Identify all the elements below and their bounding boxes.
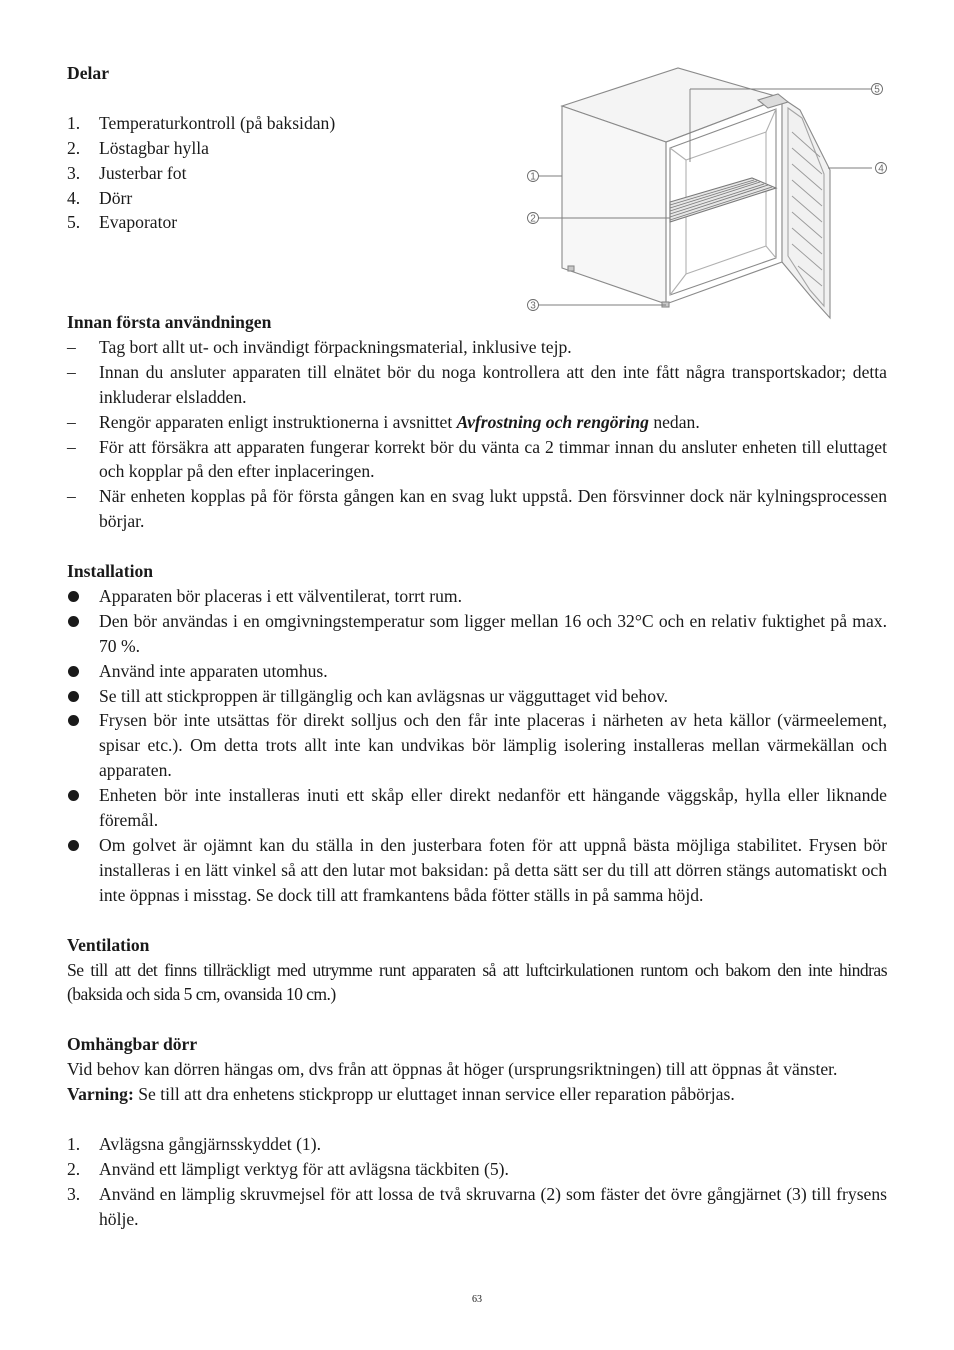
list-item bbox=[67, 484, 887, 534]
list-text: Innan du ansluter apparaten till elnätet bör du noga kontrollera att den inte fått några transportskador; detta inkluderar elsladden. bbox=[99, 361, 887, 407]
page-number: 63 bbox=[472, 1294, 482, 1305]
list-item bbox=[67, 1182, 887, 1232]
list-text: Enheten bör inte installeras inuti ett skåp eller direkt nedanför ett hängande väggskåp, hylla eller liknande föremål. bbox=[99, 785, 887, 831]
list-text-post: nedan. bbox=[648, 411, 700, 432]
list-text: Dörr bbox=[99, 187, 133, 208]
list-item bbox=[67, 1157, 887, 1182]
warning-text: Se till att dra enhetens stickpropp ur eluttaget innan service eller reparation påbörjas. bbox=[133, 1084, 735, 1105]
list-item bbox=[67, 833, 887, 908]
callout-label: 2 bbox=[530, 213, 536, 225]
list-text-pre: Rengör apparaten enligt instruktionerna i avsnittet bbox=[99, 411, 457, 432]
callout-label: 3 bbox=[530, 300, 536, 312]
dash-marker: – bbox=[67, 411, 76, 432]
list-item bbox=[67, 684, 887, 709]
bullet-marker bbox=[67, 584, 99, 609]
list-text: Använd inte apparaten utomhus. bbox=[99, 660, 328, 681]
reversible-door-text: Vid behov kan dörren hängas om, dvs från att öppnas åt höger (ursprungsriktningen) till att öppnas åt vänster. bbox=[67, 1059, 838, 1080]
list-text: Apparaten bör placeras i ett välventilerat, torrt rum. bbox=[99, 585, 462, 606]
list-text: Se till att stickproppen är tillgänglig och kan avlägsnas ur vägguttaget vid behov. bbox=[99, 685, 669, 706]
list-item bbox=[67, 708, 887, 783]
bullet-marker bbox=[67, 708, 99, 783]
list-item bbox=[67, 659, 887, 684]
dash-marker: – bbox=[67, 436, 76, 457]
list-number: 3. bbox=[67, 1183, 81, 1204]
list-text: Använd en lämplig skruvmejsel för att lossa de två skruvarna (2) som fäster det övre gångjärnet (3) till frysens hölje. bbox=[99, 1183, 887, 1229]
dash-marker: – bbox=[67, 361, 76, 382]
list-text: Evaporator bbox=[99, 212, 178, 233]
list-text: Frysen bör inte utsättas för direkt solljus och den får inte placeras i närheten av heta källor (värmeelement, spisar etc.). Om detta trots allt inte kan undvikas bör lämplig isolering installeras mellan värmekällan och apparaten. bbox=[99, 710, 887, 781]
list-number: 2. bbox=[67, 137, 81, 158]
callout-label: 5 bbox=[874, 84, 880, 96]
list-text bbox=[99, 410, 887, 435]
list-text: När enheten kopplas på för första gången kan en svag lukt uppstå. Den försvinner dock när kylningsprocessen börjar. bbox=[99, 486, 887, 532]
installation-heading: Installation bbox=[67, 561, 154, 582]
list-item bbox=[67, 335, 887, 360]
callout-label: 4 bbox=[878, 163, 884, 175]
bullet-marker bbox=[67, 783, 99, 833]
section-reference: Avfrostning och rengöring bbox=[456, 411, 649, 432]
list-text: Den bör användas i en omgivningstemperatur som ligger mellan 16 och 32°C och en relativ fuktighet på max. 70 %. bbox=[99, 610, 887, 656]
callout-label: 1 bbox=[530, 171, 536, 183]
bullet-marker bbox=[67, 833, 99, 908]
ventilation-text: Se till att det finns tillräckligt med utrymme runt apparaten så att luftcirkulationen runtom och bakom den inte hindras (baksida och sida 5 cm, ovansida 10 cm.) bbox=[67, 959, 887, 1005]
before-first-use-list bbox=[67, 335, 887, 534]
list-item bbox=[67, 435, 887, 485]
reversible-door-heading: Omhängbar dörr bbox=[67, 1034, 198, 1055]
list-text: Temperaturkontroll (på baksidan) bbox=[99, 112, 336, 133]
list-number: 1. bbox=[67, 112, 81, 133]
ventilation-heading: Ventilation bbox=[67, 934, 150, 955]
parts-heading: Delar bbox=[67, 63, 110, 83]
bullet-marker bbox=[67, 609, 99, 659]
list-number: 1. bbox=[67, 1133, 81, 1154]
fridge-illustration bbox=[520, 62, 900, 324]
list-number: 5. bbox=[67, 212, 81, 233]
list-text: För att försäkra att apparaten fungerar korrekt bör du vänta ca 2 timmar innan du ansluter enheten till eluttaget och kopplar på den efter inplaceringen. bbox=[99, 436, 887, 482]
before-first-use-heading: Innan första användningen bbox=[67, 312, 272, 332]
door-steps-list bbox=[67, 1132, 887, 1232]
list-item bbox=[67, 410, 887, 435]
list-number: 4. bbox=[67, 187, 81, 208]
list-text: Använd ett lämpligt verktyg för att avlägsna täckbiten (5). bbox=[99, 1158, 509, 1179]
list-text: Avlägsna gångjärnsskyddet (1). bbox=[99, 1133, 321, 1154]
list-item bbox=[67, 584, 887, 609]
warning-label: Varning: bbox=[67, 1084, 134, 1105]
dash-marker: – bbox=[67, 336, 76, 357]
bullet-marker bbox=[67, 659, 99, 684]
list-number: 3. bbox=[67, 162, 81, 183]
list-item bbox=[67, 783, 887, 833]
warning-paragraph bbox=[67, 1082, 887, 1107]
list-text: Justerbar fot bbox=[99, 162, 187, 183]
list-text: Tag bort allt ut- och invändigt förpackningsmaterial, inklusive tejp. bbox=[99, 336, 572, 357]
list-number: 2. bbox=[67, 1158, 81, 1179]
list-text: Om golvet är ojämnt kan du ställa in den justerbara foten för att uppnå bästa möjliga stabilitet. Frysen bör installeras i en lätt vinkel så att den lutar mot baksidan: på detta sätt ser du till att dörren stängs automatiskt och inte öppnas i misstag. Se dock till att framkantens båda fötter ställs in på samma höjd. bbox=[99, 835, 887, 905]
list-item bbox=[67, 360, 887, 410]
dash-marker: – bbox=[67, 486, 76, 507]
list-item bbox=[67, 609, 887, 659]
list-text: Löstagbar hylla bbox=[99, 137, 209, 158]
installation-list bbox=[67, 584, 887, 908]
list-item bbox=[67, 1132, 887, 1157]
bullet-marker bbox=[67, 684, 99, 709]
